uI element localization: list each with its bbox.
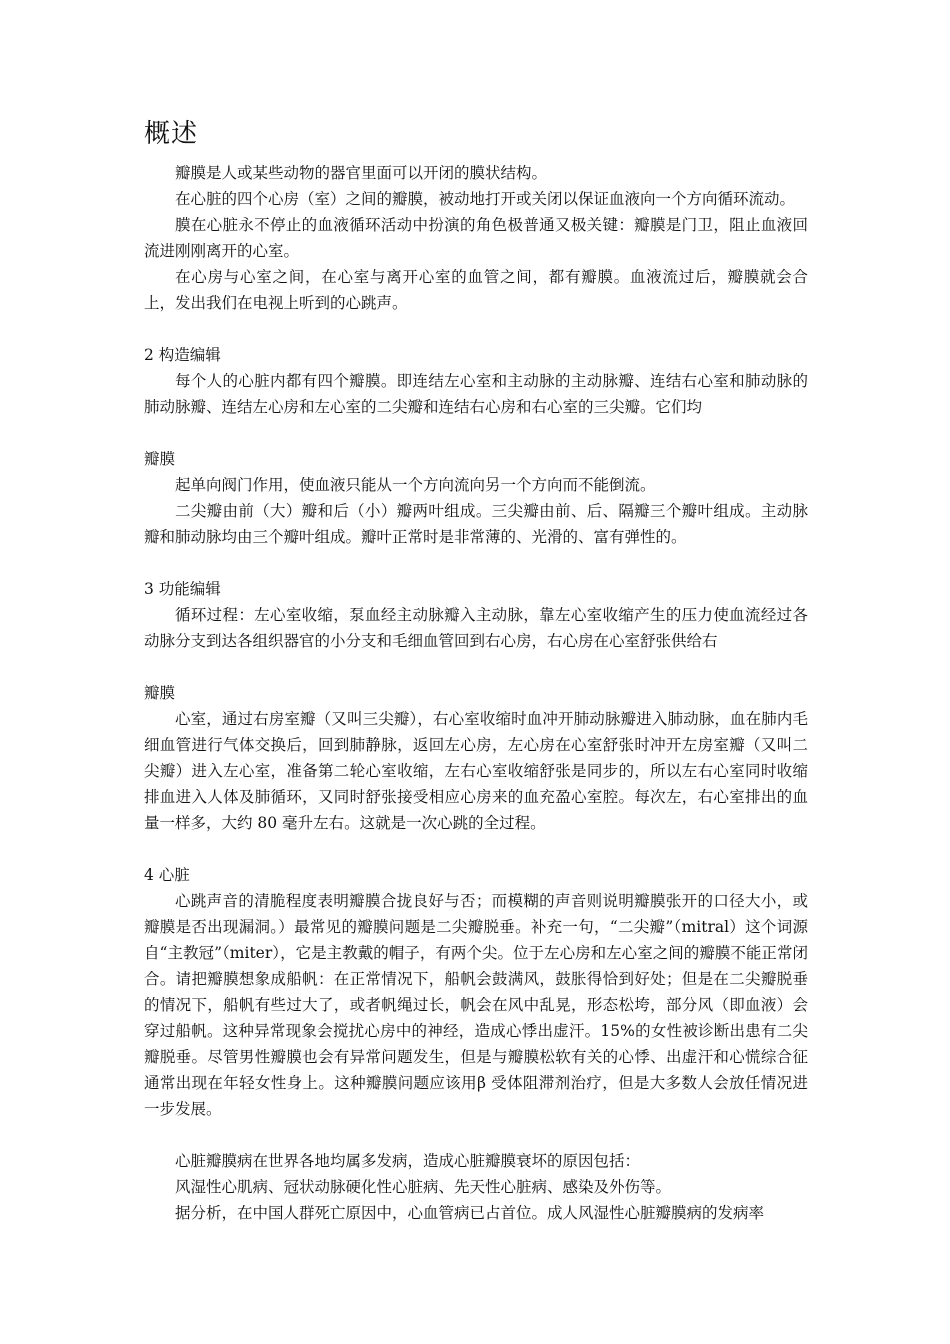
paragraph: 每个人的心脏内都有四个瓣膜。即连结左心室和主动脉的主动脉瓣、连结右心室和肺动脉的肺动脉瓣、连结左心房和左心室的二尖瓣和连结右心房和右心室的三尖瓣。它们均 bbox=[144, 372, 808, 416]
section-gap bbox=[144, 654, 808, 680]
paragraph: 二尖瓣由前（大）瓣和后（小）瓣两叶组成。三尖瓣由前、后、隔瓣三个瓣叶组成。主动脉瓣和肺动脉均由三个瓣叶组成。瓣叶正常时是非常薄的、光滑的、富有弹性的。 bbox=[144, 502, 808, 546]
paragraph: 心跳声音的清脆程度表明瓣膜合拢良好与否；而模糊的声音则说明瓣膜张开的口径大小，或瓣膜是否出现漏洞。）最常见的瓣膜问题是二尖瓣脱垂。补充一句，“二尖瓣”（mitral）这个词源自“主教冠”（miter），它是主教戴的帽子，有两个尖。位于左心房和左心室之间的瓣膜不能正常闭合。请把瓣膜想象成船帆：在正常情况下，船帆会鼓满风，鼓胀得恰到好处；但是在二尖瓣脱垂的情况下，船帆有些过大了，或者帆绳过长，帆会在风中乱晃，形态松垮，部分风（即血液）会穿过船帆。这种异常现象会搅扰心房中的神经，造成心悸出虚汗。15%的女性被诊断出患有二尖瓣脱垂。尽管男性瓣膜也会有异常问题发生，但是与瓣膜松软有关的心悸、出虚汗和心慌综合征通常出现在年轻女性身上。这种瓣膜问题应该用β 受体阻滞剂治疗，但是大多数人会放任情况进一步发展。 bbox=[144, 892, 808, 1118]
section-gap bbox=[144, 420, 808, 446]
page-title: 概述 bbox=[144, 119, 199, 149]
paragraph: 心室，通过右房室瓣（又叫三尖瓣），右心室收缩时血冲开肺动脉瓣进入肺动脉，血在肺内毛细血管进行气体交换后，回到肺静脉，返回左心房，左心房在心室舒张时冲开左房室瓣（又叫二尖瓣）进入左心室，准备第二轮心室收缩，左右心室收缩舒张是同步的，所以左右心室同时收缩排血进入人体及肺循环，又同时舒张接受相应心房来的血充盈心室腔。每次左，右心室排出的血量一样多，大约 80 毫升左右。这就是一次心跳的全过程。 bbox=[144, 710, 808, 832]
section-heading: 瓣膜 bbox=[144, 450, 176, 468]
section-gap bbox=[144, 1122, 808, 1148]
section-heading: 瓣膜 bbox=[144, 684, 176, 702]
section-gap bbox=[144, 316, 808, 342]
paragraph: 膜在心脏永不停止的血液循环活动中扮演的角色极普通又极关键：瓣膜是门卫，阻止血液回流进刚刚离开的心室。 bbox=[144, 216, 808, 260]
paragraph: 据分析，在中国人群死亡原因中，心血管病已占首位。成人风湿性心脏瓣膜病的发病率 bbox=[175, 1204, 765, 1222]
section-gap bbox=[144, 836, 808, 862]
document-body bbox=[144, 160, 808, 1226]
paragraph: 在心脏的四个心房（室）之间的瓣膜，被动地打开或关闭以保证血液向一个方向循环流动。 bbox=[175, 190, 796, 208]
section-heading: 3 功能编辑 bbox=[144, 580, 221, 598]
section-heading: 4 心脏 bbox=[144, 866, 190, 884]
section-heading: 2 构造编辑 bbox=[144, 346, 221, 364]
paragraph: 心脏瓣膜病在世界各地均属多发病，造成心脏瓣膜衰坏的原因包括： bbox=[175, 1152, 641, 1170]
section-gap bbox=[144, 550, 808, 576]
paragraph: 起单向阀门作用，使血液只能从一个方向流向另一个方向而不能倒流。 bbox=[175, 476, 656, 494]
paragraph: 瓣膜是人或某些动物的器官里面可以开闭的膜状结构。 bbox=[175, 164, 548, 182]
paragraph: 风湿性心肌病、冠状动脉硬化性心脏病、先天性心脏病、感染及外伤等。 bbox=[175, 1178, 672, 1196]
paragraph: 循环过程：左心室收缩，泵血经主动脉瓣入主动脉，靠左心室收缩产生的压力使血流经过各动脉分支到达各组织器官的小分支和毛细血管回到右心房，右心房在心室舒张供给右 bbox=[144, 606, 808, 650]
paragraph: 在心房与心室之间，在心室与离开心室的血管之间，都有瓣膜。血液流过后，瓣膜就会合上，发出我们在电视上听到的心跳声。 bbox=[144, 268, 808, 312]
